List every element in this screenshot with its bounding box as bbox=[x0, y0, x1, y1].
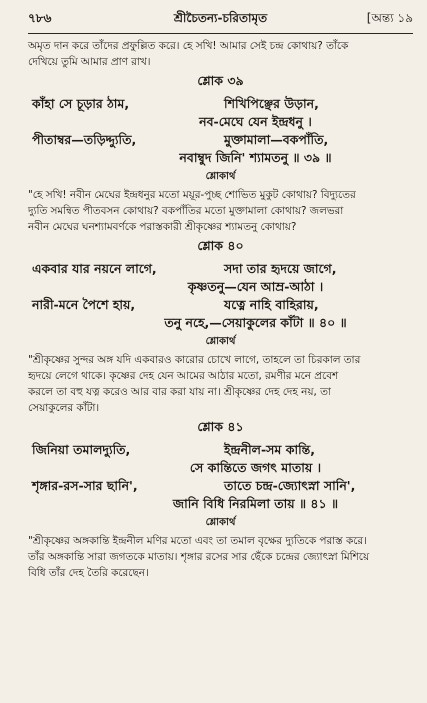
verse-text bbox=[28, 441, 413, 513]
verse-line: নারী-মনে পৈশে হায়, যত্নে নাহি বাহিরায়, bbox=[32, 297, 319, 312]
verse-line: পীতাম্বর—তড়িদ্দ্যুতি, মুক্তামালা—বকপাঁতি, bbox=[32, 132, 329, 147]
verse-title: শ্লোক ৩৯ bbox=[197, 73, 244, 88]
translation-paragraph: "শ্রীকৃষ্ণের সুন্দর অঙ্গ যদি একবারও কারোর চোখে লাগে, তাহলে তা চিরকাল তার হৃদয়ে লেগে থাকে। কৃষ্ণের দেহ যেন আমের আঠার মতো, রমণীর মনে প্রবেশ করলে তা বহু যত্ন করেও আর বার করা যায় না। শ্রীকৃষ্ণের দেহ দেহ নয়, তা সেয়াকুলের কাঁটা। bbox=[28, 354, 361, 414]
verse-line: কৃষ্ণতনু—যেন আম্র-আঠা । bbox=[187, 279, 324, 294]
page-header bbox=[28, 10, 413, 34]
intro-paragraph bbox=[28, 38, 413, 70]
translation-title: শ্লোকার্থ bbox=[205, 517, 236, 528]
verse-line: তনু নহে,—সেয়াকুলের কাঁটা ॥ ৪০ ॥ bbox=[164, 315, 347, 330]
translation-title: শ্লোকার্থ bbox=[205, 336, 236, 347]
verse-line: নব-মেঘে যেন ইন্দ্রধনু । bbox=[199, 114, 312, 129]
verse-text bbox=[28, 260, 413, 332]
verse-line: জিনিয়া তমালদ্যুতি, ইন্দ্রনীল-সম কান্তি, bbox=[32, 442, 316, 457]
verse-line: সে কান্তিতে জগৎ মাতায় । bbox=[189, 460, 322, 475]
verse-line: নবাম্বুদ জিনি' শ্যামতনু ॥ ৩৯ ॥ bbox=[179, 150, 332, 165]
translation-paragraph: "হে সখি! নবীন মেঘের ইন্দ্রধনুর মতো ময়ূর-পুচ্ছ শোভিত মুকুট কোথায়? বিদ্যুতের দ্যুতি সমন্বিত পীতবসন কোথায়? বকপাঁতির মতো মুক্তামালা কোথায়? জলভরা নবীন মেঘের ঘনশ্যামবর্ণকে পরাস্তকারী শ্রীকৃষ্ণের শ্যামতনু কোথায়? bbox=[28, 189, 356, 233]
chapter-label: [অন্ত্য ১৯ bbox=[366, 11, 413, 25]
verse-text bbox=[28, 95, 413, 167]
translation-paragraph: "শ্রীকৃষ্ণের অঙ্গকান্তি ইন্দ্রনীল মণির মতো এবং তা তমাল বৃক্ষের দ্যুতিকে পরাস্ত করে। তাঁর অঙ্গকান্তি সারা জগতকে মাতায়। শৃঙ্গার রসের সার ছেঁকে চন্দ্রের জ্যোৎস্না মিশিয়ে বিধি তাঁর দেহ তৈরি করেছেন। bbox=[28, 535, 370, 579]
translation-title: শ্লোকার্থ bbox=[205, 171, 236, 182]
verse-title: শ্লোক ৪০ bbox=[197, 238, 244, 253]
verse-line: কাঁহা সে চূড়ার ঠাম, শিখিপিঞ্ছের উড়ান, bbox=[32, 96, 319, 111]
verse-title: শ্লোক ৪১ bbox=[197, 419, 244, 434]
book-title: শ্রীচৈতন্য-চরিতামৃত bbox=[173, 11, 268, 25]
verse-line: জানি বিধি নিরমিলা তায় ॥ ৪১ ॥ bbox=[172, 496, 339, 511]
verse-line: একবার যার নয়নে লাগে, সদা তার হৃদয়ে জাগে, bbox=[32, 261, 337, 276]
intro-line: অমৃত দান করে তাঁদের প্রফুল্লিত করে। হে সখি! আমার সেই চন্দ্র কোথায়? তাঁকে bbox=[28, 40, 349, 52]
page-number: ৭৮৬ bbox=[28, 11, 52, 25]
verse-line: শৃঙ্গার-রস-সার ছানি', তাতে চন্দ্র-জ্যোৎস্না সানি', bbox=[32, 478, 356, 493]
intro-line: দেখিয়ে তুমি আমার প্রাণ রাখ। bbox=[28, 56, 151, 68]
